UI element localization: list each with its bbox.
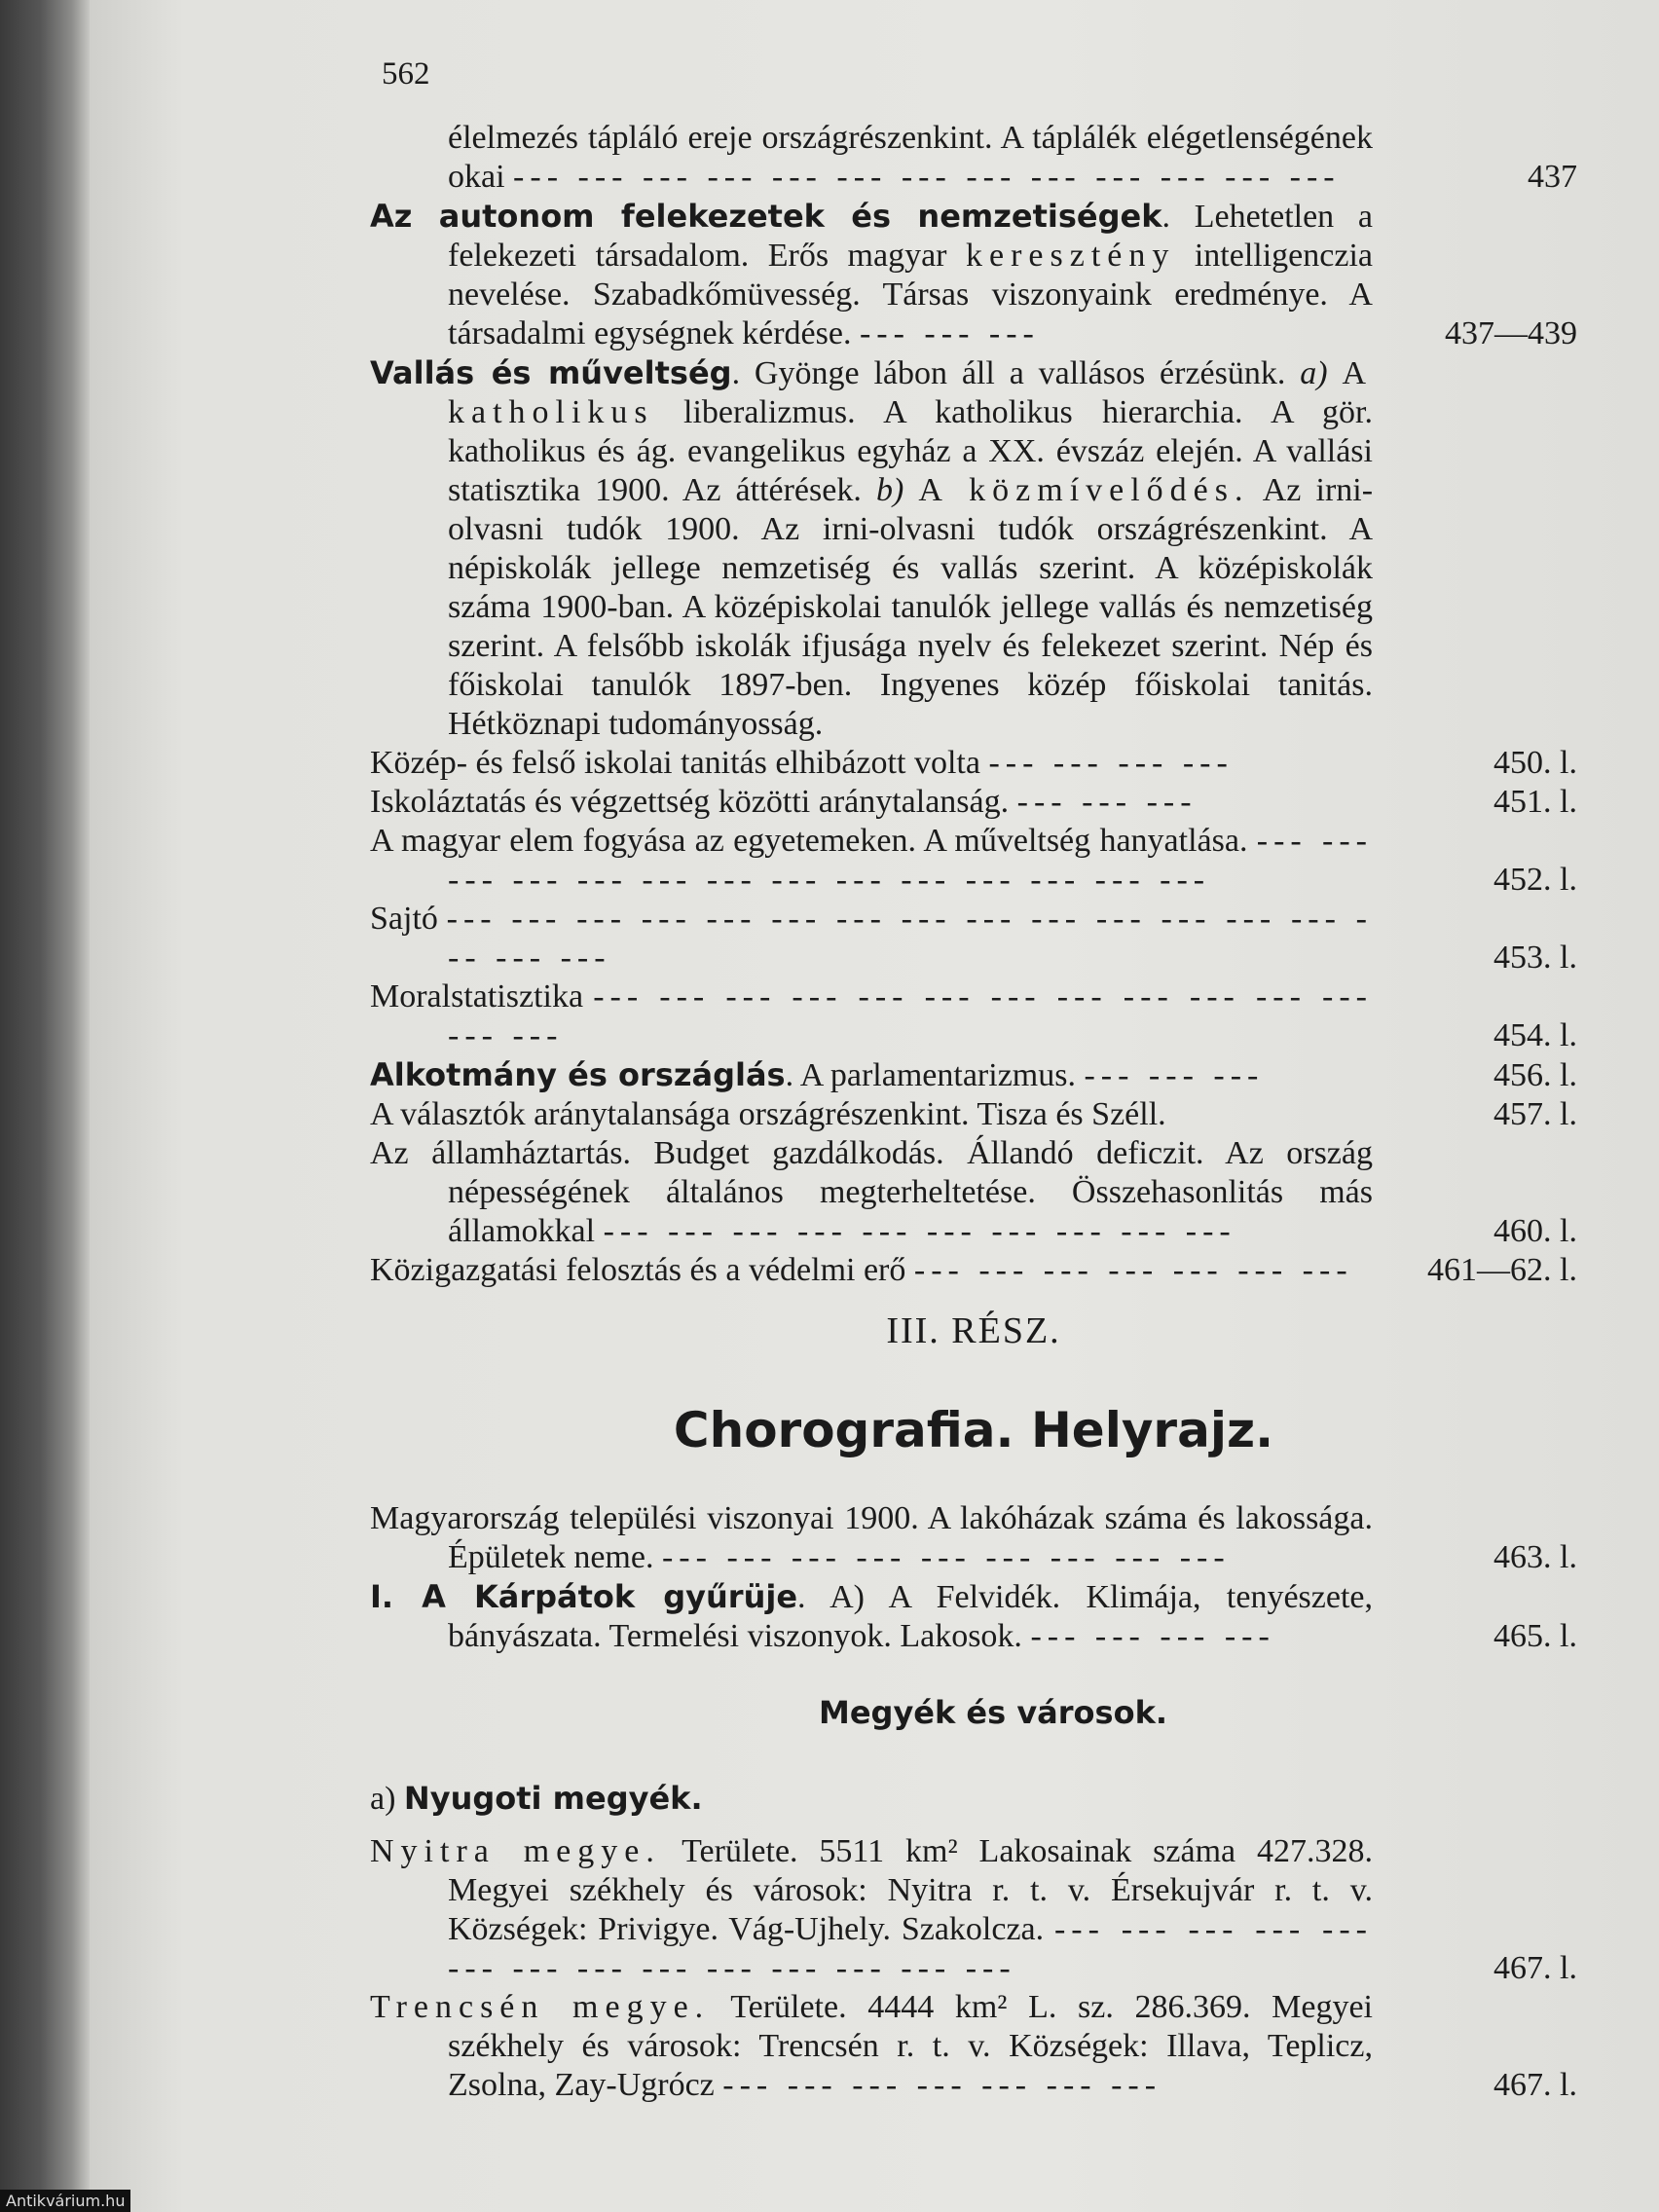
toc-entry: Közép- és felső iskolai tanitás elhibázott volta --- --- --- --- 450. l. xyxy=(370,745,1577,781)
page-ref: 454. l. xyxy=(1493,1017,1577,1053)
toc-entry: Magyarország települési viszonyai 1900. A lakóházak száma és lakossága. Épületek neme. --- --- --- --- --- --- --- --- --- 463. l. xyxy=(370,1500,1577,1575)
county-name: Nyitra megye. xyxy=(370,1833,661,1869)
toc-entry: I. A Kárpátok gyűrüje. A) A Felvidék. Klimája, tenyészete, bányászata. Termelési viszonyok. Lakosok. --- --- --- --- 465. l. xyxy=(370,1578,1577,1654)
page-ref: 457. l. xyxy=(1493,1096,1577,1132)
toc-entry: Nyitra megye. Területe. 5511 km² Lakosainak száma 427.328. Megyei székhely és városok: Nyitra r. t. v. Érsekujvár r. t. v. Községek: Privigye. Vág-Ujhely. Szakolcza. --- --- --- --- --- --- --- --- --- --- --- --- --- --- 467. l. xyxy=(370,1833,1577,1986)
toc-entry: Az autonom felekezetek és nemzetiségek. Lehetetlen a felekezeti társadalom. Erős magyar keresztény intelligenczia nevelése. Szabadkőmüvesség. Társas viszonyaink eredménye. A társadalmi egységnek kérdése. --- --- --- 437—439 xyxy=(370,198,1577,351)
page-ref: 460. l. xyxy=(1493,1213,1577,1249)
toc-entry: Az államháztartás. Budget gazdálkodás. Állandó deficzit. Az ország népességének általános megterheltetése. Összehasonlitás más államokkal --- --- --- --- --- --- --- --- --- --- 460. l. xyxy=(370,1135,1577,1249)
entry-heading: Az autonom felekezetek és nemzetiségek xyxy=(370,198,1162,235)
toc-entry: A választók aránytalansága országrészenkint. Tisza és Széll. 457. l. xyxy=(370,1096,1577,1132)
page-ref: 437—439 xyxy=(1445,315,1577,351)
county-name: Trencsén megye. xyxy=(370,1989,711,2025)
toc-entry: Moralstatisztika --- --- --- --- --- --- --- --- --- --- --- --- --- --- 454. l. xyxy=(370,978,1577,1053)
part-title: III. RÉSZ. xyxy=(886,1310,1061,1351)
page-ref: 465. l. xyxy=(1493,1618,1577,1654)
page-ref: 461—62. l. xyxy=(1427,1252,1577,1288)
watermark-label: Antikvárium.hu xyxy=(0,2190,130,2212)
page-ref: 456. l. xyxy=(1493,1057,1577,1093)
toc-entry: Közigazgatási felosztás és a védelmi erő --- --- --- --- --- --- --- 461—62. l. xyxy=(370,1252,1577,1288)
toc-entry: Alkotmány és országlás. A parlamentarizmus. --- --- --- 456. l. xyxy=(370,1056,1577,1093)
page-ref: 437 xyxy=(1528,159,1577,195)
toc-entry: Trencsén megye. Területe. 4444 km² L. sz. 286.369. Megyei székhely és városok: Trencsén r. t. v. Községek: Illava, Teplicz, Zsolna, Zay-Ugrócz --- --- --- --- --- --- --- 467. l. xyxy=(370,1989,1577,2103)
page-ref: 467. l. xyxy=(1493,1950,1577,1986)
page-ref: 451. l. xyxy=(1493,784,1577,820)
toc-block-2 xyxy=(370,1499,1577,1656)
toc-entry: A magyar elem fogyása az egyetemeken. A műveltség hanyatlása. --- --- --- --- --- --- --- --- --- --- --- --- --- --- 452. l. xyxy=(370,823,1577,898)
toc-block-3 xyxy=(370,1832,1577,2105)
page-ref: 450. l. xyxy=(1493,745,1577,781)
page-number: 562 xyxy=(382,56,430,92)
page-ref: 463. l. xyxy=(1493,1539,1577,1575)
section-title: Megyék és városok. xyxy=(818,1694,1167,1731)
page-ref: 453. l. xyxy=(1493,940,1577,976)
entry-heading: I. A Kárpátok gyűrüje xyxy=(370,1578,798,1615)
toc-entry: Vallás és műveltség. Gyönge lábon áll a vallásos érzésünk. a) A katholikus liberalizmus. A katholikus hierarchia. A gör. katholikus és ág. evangelikus egyház a XX. évszáz elején. A vallási statisztika 1900. Az áttérések. b) A közmívelődés. Az irni-olvasni tudók 1900. Az irni-olvasni tudók országrészenkint. A népiskolák jellege nemzetiség és vallás szerint. A középiskolák száma 1900-ban. A középiskolai tanulók jellege vallás és nemzetiség szerint. A felsőbb iskolák ifjusága nyelv és felekezet szerint. Nép és főiskolai tanulók 1897-ben. Ingyenes közép főiskolai tanitás. Hétköznapi tudományosság. xyxy=(370,354,1374,742)
chapter-title: Chorografia. Helyrajz. xyxy=(673,1402,1274,1458)
page-ref: 467. l. xyxy=(1493,2067,1577,2103)
toc-entry: Iskoláztatás és végzettség közötti aránytalanság. --- --- --- 451. l. xyxy=(370,784,1577,820)
subsection-title: a) Nyugoti megyék. xyxy=(370,1780,703,1817)
toc-entry: Sajtó --- --- --- --- --- --- --- --- --- --- --- --- --- --- --- --- --- 453. l. xyxy=(370,901,1577,976)
entry-heading: Alkotmány és országlás xyxy=(370,1056,786,1093)
entry-heading: Vallás és műveltség xyxy=(370,354,732,391)
book-spine-shadow xyxy=(0,0,90,2212)
toc-entry: élelmezés tápláló ereje országrészenkint. A táplálék elégetlenségének okai --- --- --- --- --- --- --- --- --- --- --- --- --- 437 xyxy=(448,120,1577,195)
page-ref: 452. l. xyxy=(1493,862,1577,898)
toc-block-1 xyxy=(370,119,1577,1290)
